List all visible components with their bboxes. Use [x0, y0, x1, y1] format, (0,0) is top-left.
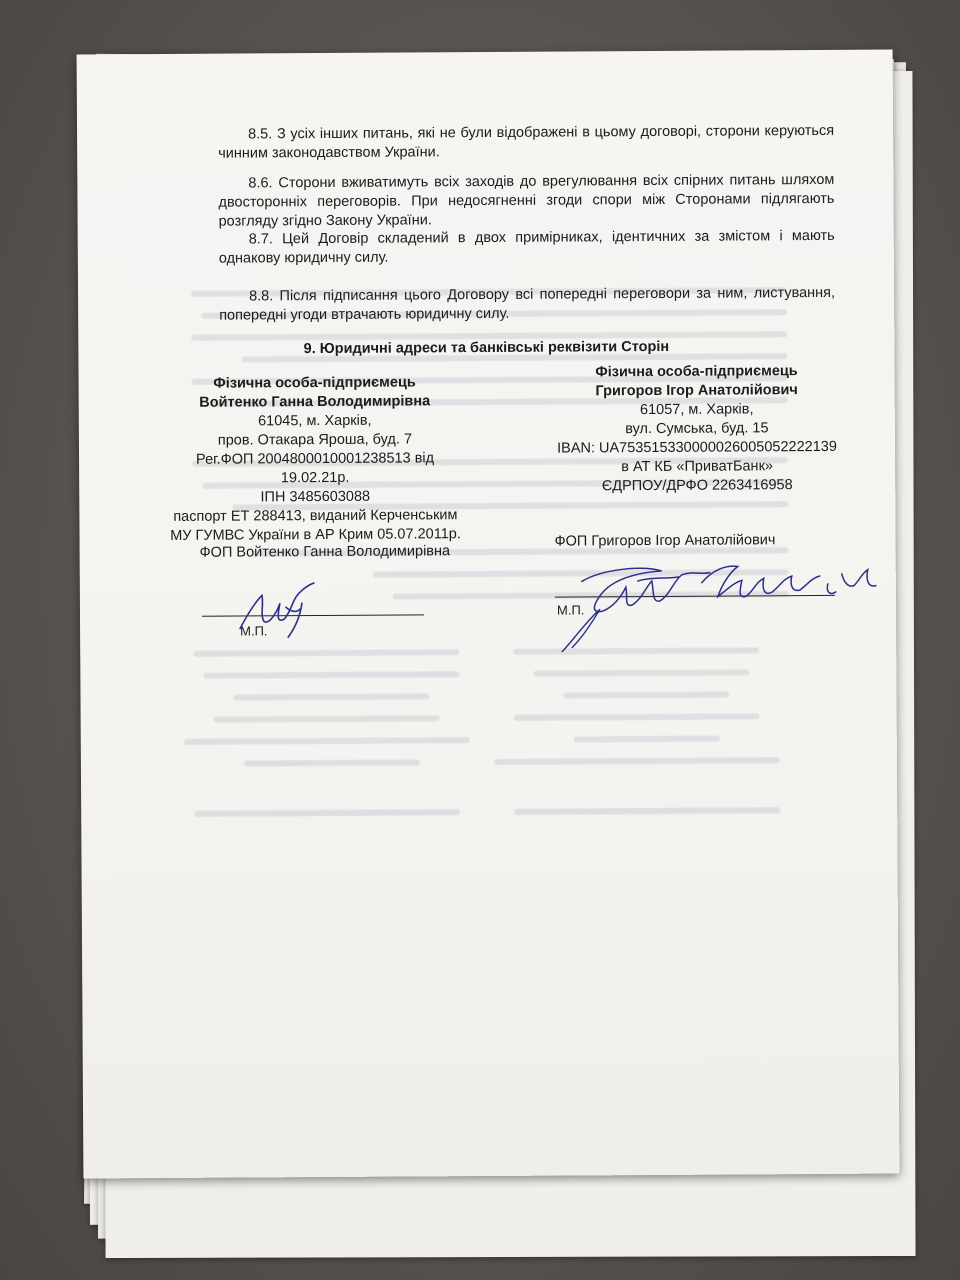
left-stamp-label: М.П.: [240, 623, 268, 639]
left-party-type: Фізична особа-підприємець: [213, 374, 416, 392]
left-handwritten-signature: [230, 573, 330, 644]
left-party-passport-line2: МУ ГУМВС України в АР Крим 05.07.2011р.: [170, 526, 461, 544]
left-party-name: Войтенко Ганна Володимирівна: [199, 393, 431, 411]
right-party-city: 61057, м. Харків,: [639, 401, 754, 419]
clause-8-8: 8.8. Після підписання цього Договору всі попередні переговори за ним, листування, попередні угоди втрачають юридичну силу.: [219, 284, 836, 324]
left-party-passport-line1: паспорт ЕТ 288413, виданий Керченським: [173, 507, 458, 525]
left-party-city: 61045, м. Харків,: [258, 412, 372, 430]
clause-8-6: 8.6. Сторони вживатимуть всіх заходів до врегулювання всіх спірних питань шляхом двосторонніх переговорів. При недосягненні згоди спори між Сторонами підлягають розгляду згідно Закону України.: [218, 171, 835, 230]
left-party-tax-id: ІПН 3485603088: [260, 488, 371, 506]
right-party-street: вул. Сумська, буд. 15: [625, 420, 769, 438]
left-party-reg-line1: Рег.ФОП 2004800010001238513 від: [195, 450, 435, 468]
left-party-details: [165, 373, 466, 546]
section-heading: 9. Юридичні адреси та банківські реквізити Сторін: [303, 338, 670, 358]
right-party-type: Фізична особа-підприємець: [595, 363, 798, 381]
left-party-street: пров. Отакара Яроша, буд. 7: [217, 431, 413, 449]
right-signatory: ФОП Григоров Ігор Анатолійович: [554, 532, 776, 550]
right-party-details: [546, 362, 847, 497]
right-party-name: Григоров Ігор Анатолійович: [595, 382, 798, 400]
contract-page: [77, 50, 900, 1179]
left-party-reg-line2: 19.02.21р.: [280, 469, 350, 487]
clause-8-7: 8.7. Цей Договір складений в двох примірниках, ідентичних за змістом і мають однакову юридичну силу.: [218, 227, 835, 267]
right-handwritten-signature: [542, 550, 893, 662]
right-party-edrpou: ЄДРПОУ/ДРФО 2263416958: [601, 477, 793, 495]
left-signatory: ФОП Войтенко Ганна Володимирівна: [199, 543, 451, 561]
right-party-iban: IBAN: UA753515330000026005052222139: [557, 438, 837, 457]
clause-8-5: 8.5. З усіх інших питань, які не були відображені в цьому договорі, сторони керуються чинним законодавством України.: [218, 122, 835, 162]
contract-text: [77, 50, 893, 639]
right-party-bank: в АТ КБ «ПриватБанк»: [621, 458, 774, 476]
right-stamp-label: М.П.: [556, 602, 585, 618]
